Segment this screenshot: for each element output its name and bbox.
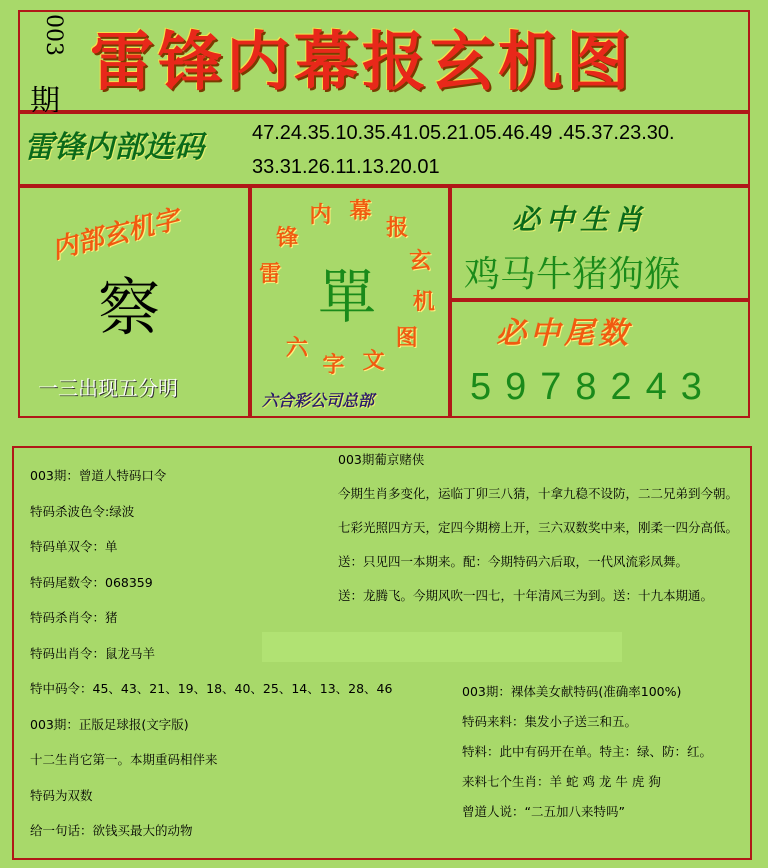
left-line: 十二生肖它第一。本期重码相伴来	[30, 752, 218, 767]
issue-number: 003	[41, 14, 66, 56]
ring-char: 幕	[349, 198, 372, 225]
center-big-char: 單	[318, 263, 377, 331]
right-top-line: 003期葡京赌侠	[338, 452, 425, 467]
mystery-char-label: 内部玄机字	[48, 204, 183, 266]
left-line: 给一句话：欲钱买最大的动物	[30, 823, 193, 838]
mystery-char-hint: 一三出现五分明	[38, 376, 178, 400]
right-top-line: 今期生肖多变化，运临丁卯三八猜，十拿九稳不设防，二二兄弟到今朝。	[338, 486, 739, 501]
issue-suffix: 期	[30, 84, 60, 119]
ring-char: 报	[386, 215, 409, 242]
right-top-line: 送：只见四一本期来。配：今期特码六后取，一代风流彩凤舞。	[338, 554, 689, 569]
right-bottom-line: 来料七个生肖：羊 蛇 鸡 龙 牛 虎 狗	[462, 774, 661, 789]
ring-char: 图	[395, 325, 418, 352]
left-line: 003期：曾道人特码口令	[30, 468, 167, 483]
page-title: 雷锋内幕报玄机图	[90, 25, 634, 100]
left-line: 特码出肖令：鼠龙马羊	[30, 645, 156, 661]
ring-char: 六	[285, 334, 308, 361]
numbers-box	[18, 112, 750, 186]
mystery-char: 察	[98, 271, 161, 344]
ring-char: 机	[412, 288, 435, 315]
text-area	[12, 446, 752, 860]
left-line: 003期：正版足球报(文字版)	[30, 716, 189, 732]
left-line: 特码杀肖令：猪	[30, 610, 118, 625]
right-top-line: 送：龙腾飞。今期风吹一四七，十年清风三为到。送：十九本期通。	[338, 588, 714, 603]
right-bottom-line: 特码来料：集发小子送三和五。	[462, 714, 638, 729]
ring-char: 内	[309, 201, 332, 228]
zodiac-box	[450, 186, 750, 300]
right-bottom-line: 特料：此中有码开在单。特主：绿、防：红。	[462, 744, 713, 759]
ring-char: 玄	[409, 248, 432, 275]
header-box	[18, 10, 750, 119]
left-line: 特中码令：45、43、21、19、18、40、25、14、13、28、46	[30, 681, 393, 696]
left-line: 特码单双令：单	[30, 539, 118, 554]
center-footer: 六合彩公司总部	[262, 391, 375, 410]
mystery-char-box	[18, 186, 250, 418]
tail-box	[450, 300, 750, 418]
numbers-line-2: 33.31.26.11.13.20.01	[252, 156, 440, 178]
numbers-label: 雷锋内部选码	[24, 130, 204, 165]
right-top-line: 七彩光照四方天，定四今期榜上开，三六双数奖中来，刚柔一四分高低。	[338, 520, 739, 535]
ring-char: 锋	[276, 224, 299, 251]
tail-digits: 5978243	[470, 366, 716, 408]
ring-char: 字	[322, 351, 345, 378]
right-bottom-line: 曾道人说：“二五加八来特吗”	[462, 804, 625, 819]
zodiac-label: 必中生肖	[512, 203, 649, 236]
highlight-band	[262, 632, 622, 662]
tail-label: 必中尾数	[496, 316, 632, 351]
right-bottom-line: 003期：裸体美女献特码(准确率100%)	[462, 684, 682, 699]
ring-char: 文	[362, 348, 385, 375]
left-line: 特码为双数	[30, 787, 93, 803]
zodiac-animals: 鸡马牛猪狗猴	[464, 254, 681, 295]
numbers-line-1: 47.24.35.10.35.41.05.21.05.46.49 .45.37.23.30.	[252, 122, 675, 144]
left-line: 特码杀波色令:绿波	[30, 503, 135, 519]
center-ring-box	[250, 186, 450, 418]
ring-char: 雷	[259, 261, 282, 288]
left-line: 特码尾数令：068359	[30, 574, 153, 590]
